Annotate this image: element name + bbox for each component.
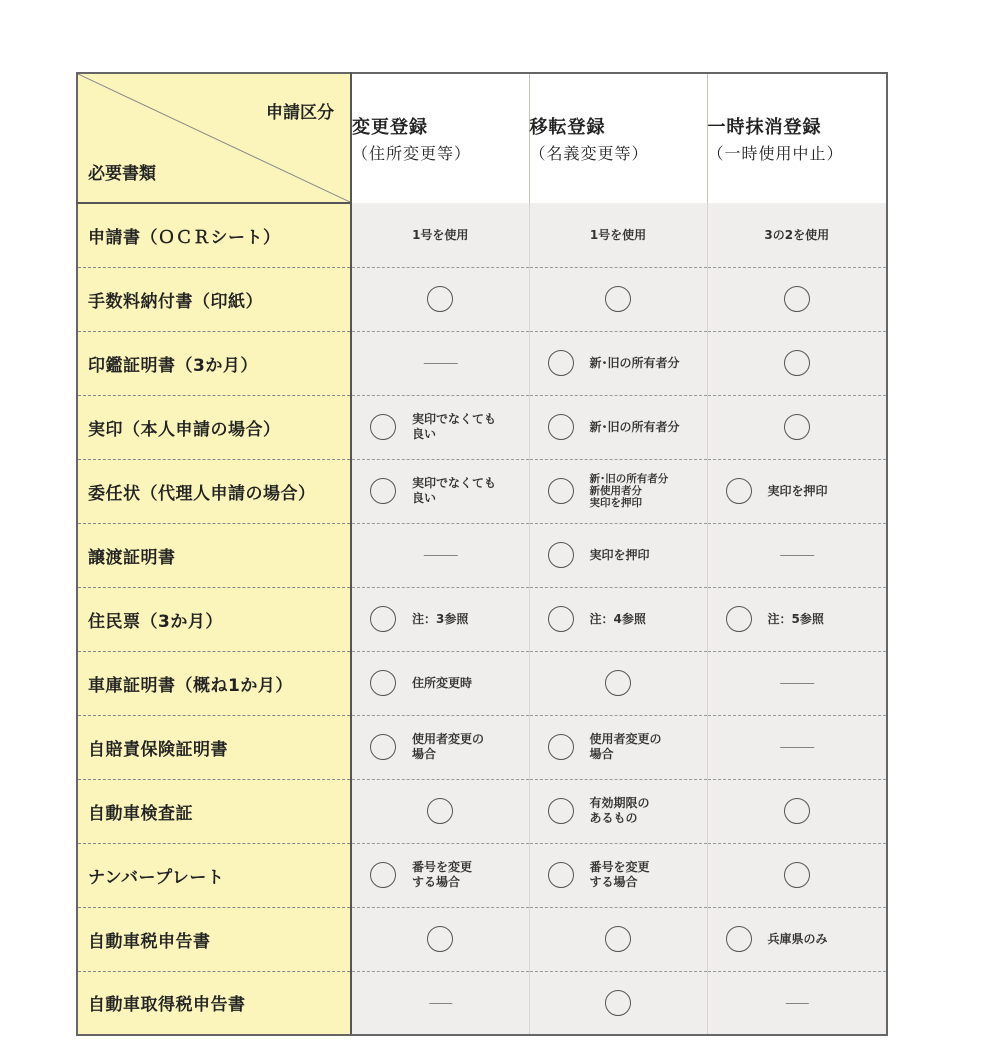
document-label: 住民票（3か月） [77,587,351,651]
document-label: 車庫証明書（概ね1か月） [77,651,351,715]
corner-cell [77,73,351,203]
required-with-note [530,732,707,762]
requirement-cell [707,587,887,651]
requirement-cell [351,203,529,267]
requirement-note: 新･旧の所有者分 [589,419,680,434]
document-label: 手数料納付書（印紙） [77,267,351,331]
required-with-note [352,670,529,696]
table-row [77,459,887,523]
requirement-cell [529,459,707,523]
requirement-cell [707,971,887,1035]
required-with-note [352,732,529,762]
required-circle-icon [784,414,810,440]
required-circle-icon [370,414,396,440]
requirement-cell [351,267,529,331]
required-circle-icon [370,606,396,632]
required-circle-icon [427,798,453,824]
requirement-cell [707,779,887,843]
requirement-cell [707,907,887,971]
required-documents-label: 必要書類 [88,164,156,184]
requirement-note: 番号を変更 する場合 [589,860,650,889]
required-with-note [530,473,707,509]
table-row [77,267,887,331]
required-circle-icon [370,670,396,696]
table-row [77,843,887,907]
requirement-text: 3の2を使用 [764,228,830,243]
table-row [77,203,887,267]
not-required-dash: ――― [423,356,457,370]
required-circle-icon [427,286,453,312]
required-circle-icon [784,286,810,312]
column-header-temporary-deregistration [707,73,887,203]
requirement-cell [351,459,529,523]
requirement-note: 住所変更時 [412,675,473,690]
column-subtitle: （住所変更等） [352,144,472,163]
required-circle-icon [548,414,574,440]
requirement-cell [351,907,529,971]
requirement-cell [529,971,707,1035]
requirement-cell [529,523,707,587]
requirement-cell [351,843,529,907]
requirement-cell [529,203,707,267]
requirement-cell [707,395,887,459]
document-label: 譲渡証明書 [77,523,351,587]
required-with-note [708,926,887,952]
table-body [77,203,887,1035]
required-documents-table [76,72,888,1036]
requirement-note: 実印でなくても 良い [412,412,497,441]
required-circle-icon [726,926,752,952]
table-row [77,395,887,459]
requirement-note: 新･旧の所有者分 [589,355,680,370]
table-row [77,971,887,1035]
required-with-note [530,860,707,890]
document-label: 申請書（ＯＣＲシート） [77,203,351,267]
table-row [77,331,887,395]
requirement-note: 使用者変更の 場合 [589,732,662,761]
requirement-note: 使用者変更の 場合 [412,732,485,761]
required-circle-icon [548,798,574,824]
document-label: 実印（本人申請の場合） [77,395,351,459]
document-label: ナンバープレート [77,843,351,907]
application-type-label: 申請区分 [266,103,334,123]
requirement-cell [351,779,529,843]
table-row [77,779,887,843]
requirement-note: 兵庫県のみ [767,931,828,946]
requirement-note: 注：3参照 [412,611,469,626]
required-with-note [352,860,529,890]
requirement-cell [707,715,887,779]
requirement-note: 番号を変更 する場合 [412,860,473,889]
requirement-cell [707,843,887,907]
required-with-note [708,606,887,632]
required-with-note [352,476,529,506]
required-circle-icon [548,862,574,888]
document-label: 自動車検査証 [77,779,351,843]
required-circle-icon [370,734,396,760]
requirement-text: 1号を使用 [589,228,647,243]
not-required-dash: ――― [780,740,814,754]
required-circle-icon [726,606,752,632]
requirement-cell [529,907,707,971]
required-circle-icon [784,350,810,376]
required-circle-icon [726,478,752,504]
document-label: 自動車取得税申告書 [77,971,351,1035]
document-label: 自動車税申告書 [77,907,351,971]
requirement-cell [707,267,887,331]
document-label: 委任状（代理人申請の場合） [77,459,351,523]
required-circle-icon [784,862,810,888]
requirement-cell [351,523,529,587]
requirement-cell [707,203,887,267]
requirement-cell [707,651,887,715]
requirement-cell [351,395,529,459]
required-circle-icon [427,926,453,952]
column-header-change-registration [351,73,529,203]
requirement-cell [351,587,529,651]
required-circle-icon [605,286,631,312]
requirement-cell [529,331,707,395]
requirement-note: 実印を押印 [767,483,828,498]
requirement-note: 新･旧の所有者分 新使用者分 実印を押印 [589,472,669,510]
table-row [77,523,887,587]
required-circle-icon [548,606,574,632]
column-title: 変更登録 [352,117,428,138]
required-with-note [530,606,707,632]
required-with-note [530,542,707,568]
not-required-dash: ―― [785,995,808,1010]
header-row [77,73,887,203]
requirement-cell [529,715,707,779]
column-title: 一時抹消登録 [707,117,822,138]
requirement-cell [351,651,529,715]
required-with-note [352,606,529,632]
required-circle-icon [605,926,631,952]
requirement-cell [351,971,529,1035]
required-circle-icon [548,478,574,504]
column-header-transfer-registration [529,73,707,203]
required-circle-icon [370,478,396,504]
requirement-cell [351,715,529,779]
requirement-cell [529,267,707,331]
required-with-note [530,414,707,440]
requirement-text: 1号を使用 [412,228,469,243]
column-subtitle: （一時使用中止） [707,144,844,163]
required-with-note [352,412,529,442]
requirement-cell [351,331,529,395]
table-row [77,587,887,651]
requirement-cell [529,779,707,843]
table-row [77,651,887,715]
requirement-cell [529,395,707,459]
required-circle-icon [784,798,810,824]
requirement-note: 注：5参照 [767,611,824,626]
column-subtitle: （名義変更等） [529,144,649,163]
table-row [77,907,887,971]
requirement-note: 実印でなくても 良い [412,476,497,505]
required-with-note [530,796,707,826]
required-with-note [708,478,887,504]
required-circle-icon [605,990,631,1016]
not-required-dash: ――― [780,676,814,690]
required-circle-icon [548,350,574,376]
requirement-cell [529,587,707,651]
requirement-cell [707,523,887,587]
not-required-dash: ――― [423,548,457,562]
requirement-cell [529,843,707,907]
requirement-cell [707,331,887,395]
requirement-cell [707,459,887,523]
table-row [77,715,887,779]
requirement-note: 実印を押印 [589,547,650,562]
not-required-dash: ――― [780,548,814,562]
requirement-note: 注：4参照 [589,611,646,626]
column-title: 移転登録 [529,117,606,138]
document-label: 印鑑証明書（3か月） [77,331,351,395]
required-circle-icon [605,670,631,696]
required-with-note [530,350,707,376]
requirement-cell [529,651,707,715]
required-circle-icon [370,862,396,888]
required-circle-icon [548,734,574,760]
document-label: 自賠責保険証明書 [77,715,351,779]
requirement-note: 有効期限の あるもの [589,796,650,825]
not-required-dash: ―― [429,995,452,1010]
required-circle-icon [548,542,574,568]
